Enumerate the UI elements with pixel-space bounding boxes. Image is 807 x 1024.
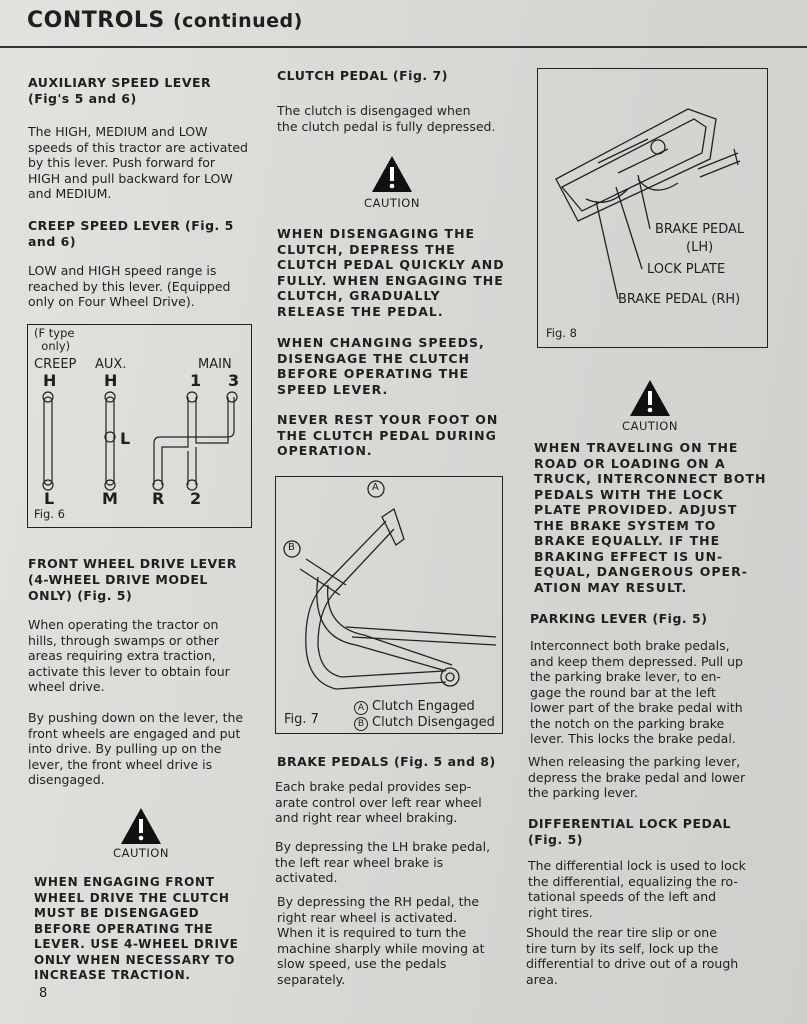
fig7-clutch-pedal-diagram — [276, 477, 501, 732]
fig7-legend-b — [354, 715, 495, 731]
differential-lock-text-1: The differential lock is used to lock the differential, equalizing the ro- tational speeds of the left and right tires. — [528, 858, 746, 920]
creep-speed-lever-text: LOW and HIGH speed range is reached by this lever. (Equipped only on Four Wheel Drive). — [28, 263, 231, 309]
caution-warning-icon-3 — [628, 378, 672, 418]
fig6-shift-gates-diagram — [28, 325, 250, 525]
page-number: 8 — [39, 986, 48, 1001]
fig8-brake-pedal-lh-label: BRAKE PEDAL (LH) — [655, 222, 745, 255]
clutch-warning-3: NEVER REST YOUR FOOT ON THE CLUTCH PEDAL DURING OPERATION. — [277, 412, 499, 458]
fig6-aux-label: AUX. — [95, 357, 127, 372]
title-suffix: (continued) — [172, 10, 303, 32]
fig6-caption: Fig. 6 — [34, 507, 65, 521]
fig7-legend-a — [354, 699, 475, 715]
brake-pedals-text-3: By depressing the RH pedal, the right rear wheel is activated. When it is required to turn the machine sharply while moving at slow speed, use the pedals separately. — [277, 894, 485, 987]
fig7-legend-b-text: Clutch Disengaged — [372, 715, 495, 730]
front-wheel-drive-text-1: When operating the tractor on hills, through swamps or other areas requiring extra traction, activate this lever to obtain four wheel drive. — [28, 617, 230, 694]
fig6-creep-low: L — [44, 489, 55, 508]
page-title — [27, 8, 303, 33]
fig6-gear-reverse: R — [152, 489, 165, 508]
fig6-gear-2: 2 — [190, 489, 202, 508]
fig6-gear-3: 3 — [228, 371, 240, 390]
fig7-legend-a-marker: A — [354, 701, 368, 715]
caution-label-2: CAUTION — [364, 196, 420, 210]
title-main: CONTROLS — [27, 8, 165, 33]
header-rule — [0, 46, 807, 48]
fig7-caption: Fig. 7 — [284, 712, 319, 727]
fig7-legend-a-text: Clutch Engaged — [372, 699, 475, 714]
front-wheel-drive-text-2: By pushing down on the lever, the front wheels are engaged and put into drive. By pulling up on the lever, the front wheel drive is disengaged. — [28, 710, 244, 787]
fig6-main-label: MAIN — [198, 357, 232, 372]
brake-lock-warning: WHEN TRAVELING ON THE ROAD OR LOADING ON A TRUCK, INTERCONNECT BOTH PEDALS WITH THE LOCK PLATE PROVIDED. ADJUST THE BRAKE SYSTEM TO BRAKE EQUALLY. IF THE BRAKING EFFECT IS UN- EQUAL, DANGEROUS OPER- ATION MAY RESULT. — [534, 440, 767, 595]
brake-pedals-heading: BRAKE PEDALS (Fig. 5 and 8) — [277, 754, 496, 769]
fig7-legend-b-marker: B — [354, 717, 368, 731]
figure-6-lever-pattern — [27, 324, 252, 528]
caution-warning-icon-1 — [119, 806, 163, 846]
differential-lock-text-2: Should the rear tire slip or one tire turn by its self, lock up the differential to drive out of a rough area. — [526, 925, 739, 987]
fig8-caption: Fig. 8 — [546, 326, 577, 340]
caution-label-1: CAUTION — [113, 846, 169, 860]
fig8-lock-plate-label: LOCK PLATE — [647, 262, 726, 277]
aux-speed-lever-heading: AUXILIARY SPEED LEVER (Fig's 5 and 6) — [28, 75, 212, 106]
parking-lever-heading: PARKING LEVER (Fig. 5) — [530, 611, 708, 626]
clutch-warning-2: WHEN CHANGING SPEEDS, DISENGAGE THE CLUTCH BEFORE OPERATING THE SPEED LEVER. — [277, 335, 485, 397]
fig6-aux-medium: M — [102, 489, 118, 508]
parking-lever-text-1: Interconnect both brake pedals, and keep them depressed. Pull up the parking brake lever, to en- gage the round bar at the left lower part of the brake pedal with the notch on the parking brake lever. This locks the brake pedal. — [530, 638, 743, 746]
clutch-pedal-text: The clutch is disengaged when the clutch pedal is fully depressed. — [277, 103, 496, 134]
parking-lever-text-2: When releasing the parking lever, depress the brake pedal and lower the parking lever. — [528, 754, 746, 800]
fig6-gear-1: 1 — [190, 371, 202, 390]
front-wheel-drive-warning: WHEN ENGAGING FRONT WHEEL DRIVE THE CLUTCH MUST BE DISENGAGED BEFORE OPERATING THE LEVER. USE 4-WHEEL DRIVE ONLY WHEN NECESSARY TO INCREASE TRACTION. — [34, 875, 239, 982]
fig6-creep-label: CREEP — [34, 357, 77, 372]
differential-lock-heading: DIFFERENTIAL LOCK PEDAL (Fig. 5) — [528, 816, 732, 847]
fig6-aux-high: H — [104, 371, 118, 390]
clutch-warning-1: WHEN DISENGAGING THE CLUTCH, DEPRESS THE CLUTCH PEDAL QUICKLY AND FULLY. WHEN ENGAGING THE CLUTCH, GRADUALLY RELEASE THE PEDAL. — [277, 226, 505, 319]
caution-label-3: CAUTION — [622, 419, 678, 433]
fig6-creep-high: H — [43, 371, 57, 390]
front-wheel-drive-heading: FRONT WHEEL DRIVE LEVER (4-WHEEL DRIVE MODEL ONLY) (Fig. 5) — [28, 556, 237, 603]
brake-pedals-text-2: By depressing the LH brake pedal, the left rear wheel brake is activated. — [275, 839, 491, 885]
figure-8-brake-pedals — [537, 68, 768, 348]
fig7-marker-b: B — [288, 542, 295, 553]
fig6-aux-low: L — [120, 429, 131, 448]
fig8-brake-pedal-rh-label: BRAKE PEDAL (RH) — [618, 292, 741, 307]
figure-7-clutch-pedal — [275, 476, 503, 734]
aux-speed-lever-text: The HIGH, MEDIUM and LOW speeds of this tractor are activated by this lever. Push forward for HIGH and pull backward for LOW and MEDIUM. — [28, 124, 248, 201]
creep-speed-lever-heading: CREEP SPEED LEVER (Fig. 5 and 6) — [28, 218, 234, 249]
clutch-pedal-heading: CLUTCH PEDAL (Fig. 7) — [277, 68, 448, 83]
fig6-ftype-note: (F type only) — [34, 326, 75, 353]
caution-warning-icon-2 — [370, 154, 414, 194]
fig7-marker-a: A — [372, 482, 379, 493]
brake-pedals-text-1: Each brake pedal provides sep- arate control over left rear wheel and right rear wheel braking. — [275, 779, 482, 825]
